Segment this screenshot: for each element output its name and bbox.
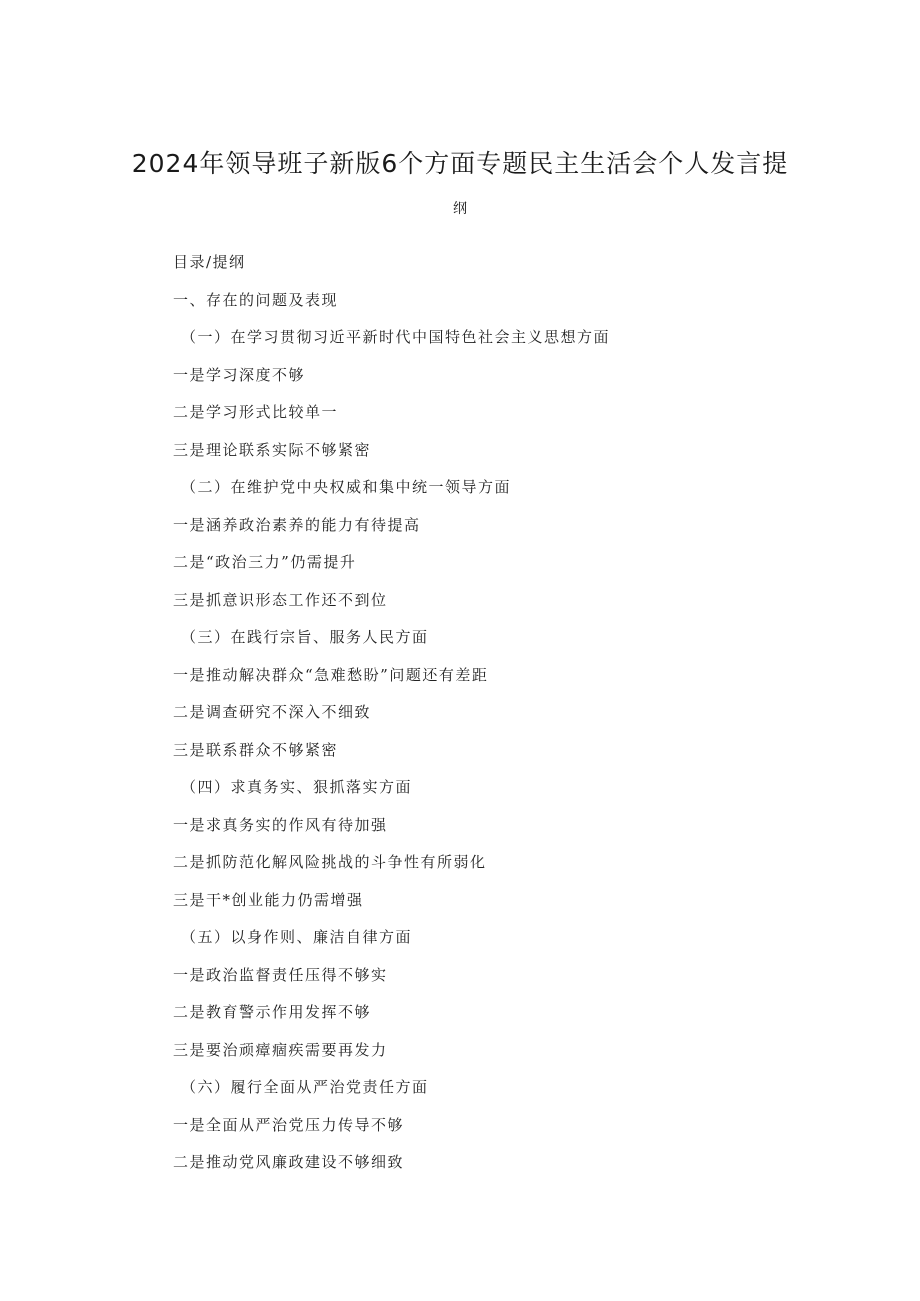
outline-section-heading: （四）求真务实、狠抓落实方面 bbox=[181, 778, 413, 796]
outline-item: 一是学习深度不够 bbox=[173, 365, 306, 384]
outline-item: 一、存在的问题及表现 bbox=[173, 290, 339, 309]
outline-item: 二是“政治三力”仍需提升 bbox=[173, 553, 357, 571]
outline-item: 三是干*创业能力仍需增强 bbox=[173, 890, 364, 909]
outline-item: 二是教育警示作用发挥不够 bbox=[173, 1003, 372, 1021]
outline-item: 一是涵养政治素养的能力有待提高 bbox=[173, 515, 421, 534]
outline-item: 三是抓意识形态工作还不到位 bbox=[173, 590, 388, 609]
outline-item: 二是推动党风廉政建设不够细致 bbox=[173, 1153, 405, 1171]
outline-item: 三是理论联系实际不够紧密 bbox=[173, 440, 372, 459]
outline-section-heading: （二）在维护党中央权威和集中统一领导方面 bbox=[181, 478, 512, 496]
outline-section-heading: （五）以身作则、廉洁自律方面 bbox=[181, 928, 413, 946]
outline-item: 二是调查研究不深入不细致 bbox=[173, 703, 372, 721]
outline-item: 一是全面从严治党压力传导不够 bbox=[173, 1115, 405, 1134]
outline-item: 一是政治监督责任压得不够实 bbox=[173, 965, 388, 984]
outline-item: 一是推动解决群众“急难愁盼”问题还有差距 bbox=[173, 665, 489, 684]
outline-section-heading: （三）在践行宗旨、服务人民方面 bbox=[181, 628, 429, 646]
outline-item: 目录/提纲 bbox=[173, 253, 246, 271]
outline-section-heading: （六）履行全面从严治党责任方面 bbox=[181, 1078, 429, 1096]
document-title: 2024年领导班子新版6个方面专题民主生活会个人发言提 bbox=[131, 149, 789, 178]
outline-item: 三是联系群众不够紧密 bbox=[173, 740, 339, 759]
document-title-continuation: 纲 bbox=[453, 201, 467, 217]
outline-item: 二是学习形式比较单一 bbox=[173, 403, 339, 421]
outline-section-heading: （一）在学习贯彻习近平新时代中国特色社会主义思想方面 bbox=[181, 328, 611, 346]
outline-list bbox=[173, 250, 873, 1188]
outline-item: 二是抓防范化解风险挑战的斗争性有所弱化 bbox=[173, 853, 487, 871]
outline-item: 一是求真务实的作风有待加强 bbox=[173, 815, 388, 834]
outline-item: 三是要治顽瘴痼疾需要再发力 bbox=[173, 1040, 388, 1059]
